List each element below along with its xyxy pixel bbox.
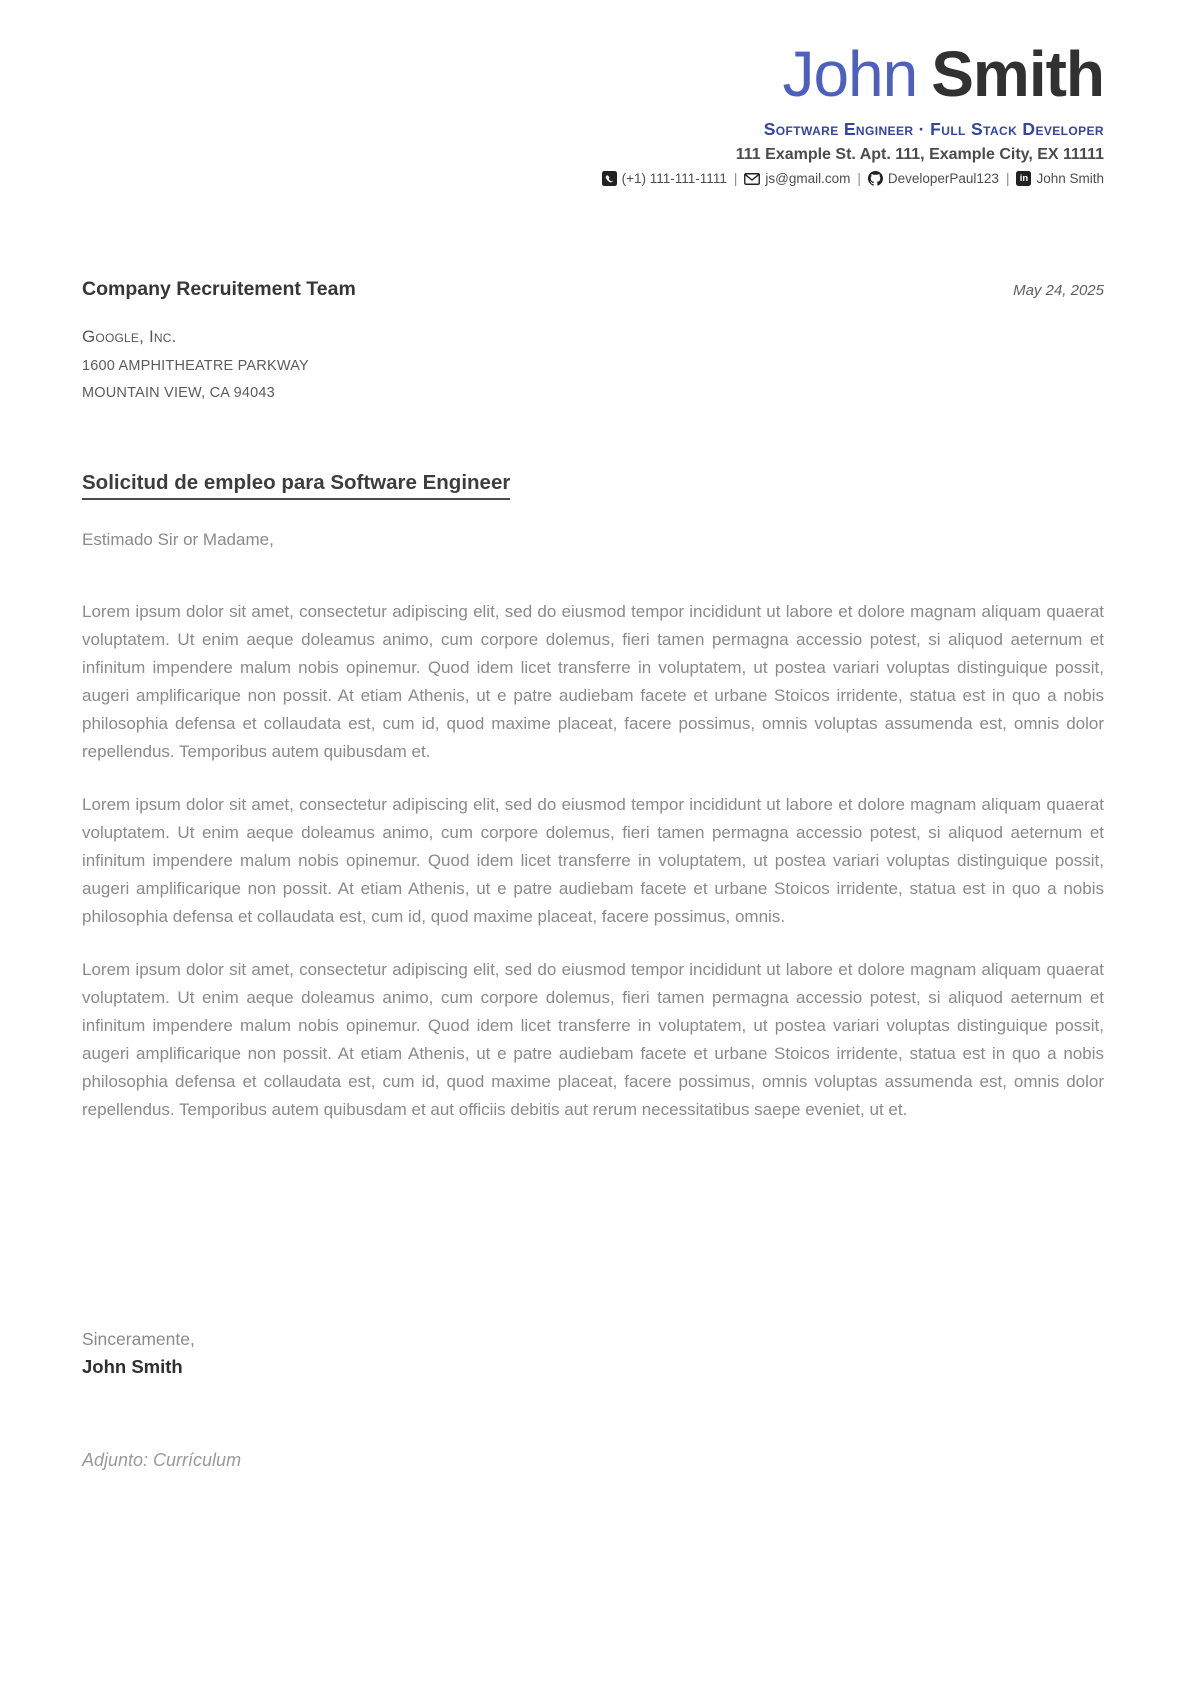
- greeting: Estimado Sir or Madame,: [82, 530, 274, 549]
- recipient-city: MOUNTAIN VIEW, CA 94043: [82, 385, 275, 401]
- sender-address: 111 Example St. Apt. 111, Example City, EX 11111: [735, 146, 1104, 163]
- recipient-name: Company Recruitement Team: [82, 278, 356, 300]
- recipient-company: Google, Inc.: [82, 327, 177, 346]
- github-contact: [868, 171, 999, 186]
- last-name: Smith: [931, 38, 1104, 110]
- contact-line: [82, 171, 1104, 186]
- contact-separator: |: [857, 171, 861, 186]
- paragraph-3: Lorem ipsum dolor sit amet, consectetur adipiscing elit, sed do eiusmod tempor incididunt ut labore et dolore magnam aliquam quaerat voluptatem. Ut enim aeque doleamus animo, cum corpore dolemus, fieri tamen permagna accessio potest, si aliquod aeternum et infinitum impendere malum nobis opinemur. Quod idem licet transferre in voluptatem, ut postea variari voluptas distinguique possit, augeri amplificarique non possit. At etiam Athenis, ut e patre audiebam facete et urbane Stoicos irridente, statua est in quo a nobis philosophia defensa et collaudata est, cum id, quod maxime placeat, facere possimus, omnis voluptas assumenda est, omnis dolor repellendus. Temporibus autem quibusdam et aut officiis debitis aut rerum necessitatibus saepe eveniet, ut et.: [82, 960, 1104, 1119]
- contact-separator: |: [733, 171, 738, 186]
- closing-salutation: Sinceramente,: [82, 1329, 195, 1349]
- page-title: [82, 38, 1104, 110]
- letter-title: Solicitud de empleo para Software Engineer: [82, 471, 510, 500]
- github-username: DeveloperPaul123: [887, 171, 999, 186]
- enclosure-note: Adjunto: Currículum: [82, 1450, 242, 1470]
- letter-date: May 24, 2025: [1013, 282, 1104, 299]
- phone-contact: [602, 171, 727, 186]
- email-address: js@gmail.com: [765, 171, 851, 186]
- contact-separator: |: [1005, 171, 1010, 186]
- signature-name: John Smith: [82, 1356, 183, 1377]
- linkedin-icon: in: [1016, 171, 1031, 186]
- recipient-street: 1600 AMPHITHEATRE PARKWAY: [82, 358, 309, 374]
- recipient-row: [82, 278, 1104, 301]
- phone-number: (+1) 111-111-1111: [621, 171, 727, 186]
- linkedin-contact: [1016, 171, 1104, 186]
- email-contact: [744, 171, 850, 186]
- first-name: John: [782, 38, 918, 110]
- header: [82, 38, 1104, 186]
- paragraph-2: Lorem ipsum dolor sit amet, consectetur adipiscing elit, sed do eiusmod tempor incididunt ut labore et dolore magnam aliquam quaerat voluptatem. Ut enim aeque doleamus animo, cum corpore dolemus, fieri tamen permagna accessio potest, si aliquod aeternum et infinitum impendere malum nobis opinemur. Quod idem licet transferre in voluptatem, ut postea variari voluptas distinguique possit, augeri amplificarique non possit. At etiam Athenis, ut e patre audiebam facete et urbane Stoicos irridente, statua est in quo a nobis philosophia defensa et collaudata est, cum id, quod maxime placeat, facere possimus, omnis.: [82, 795, 1104, 926]
- paragraph-1: Lorem ipsum dolor sit amet, consectetur adipiscing elit, sed do eiusmod tempor incididunt ut labore et dolore magnam aliquam quaerat voluptatem. Ut enim aeque doleamus animo, cum corpore dolemus, fieri tamen permagna accessio potest, si aliquod aeternum et infinitum impendere malum nobis opinemur. Quod idem licet transferre in voluptatem, ut postea variari voluptas distinguique possit, augeri amplificarique non possit. At etiam Athenis, ut e patre audiebam facete et urbane Stoicos irridente, statua est in quo a nobis philosophia defensa et collaudata est, cum id, quod maxime placeat, facere possimus, omnis voluptas assumenda est, omnis dolor repellendus. Temporibus autem quibusdam et.: [82, 602, 1104, 761]
- linkedin-name: John Smith: [1036, 171, 1104, 186]
- envelope-icon: [744, 173, 760, 185]
- letter-body: [82, 598, 1104, 1124]
- phone-square-icon: [602, 171, 617, 186]
- position-subtitle: Software Engineer · Full Stack Developer: [763, 119, 1104, 139]
- github-icon: [868, 171, 883, 186]
